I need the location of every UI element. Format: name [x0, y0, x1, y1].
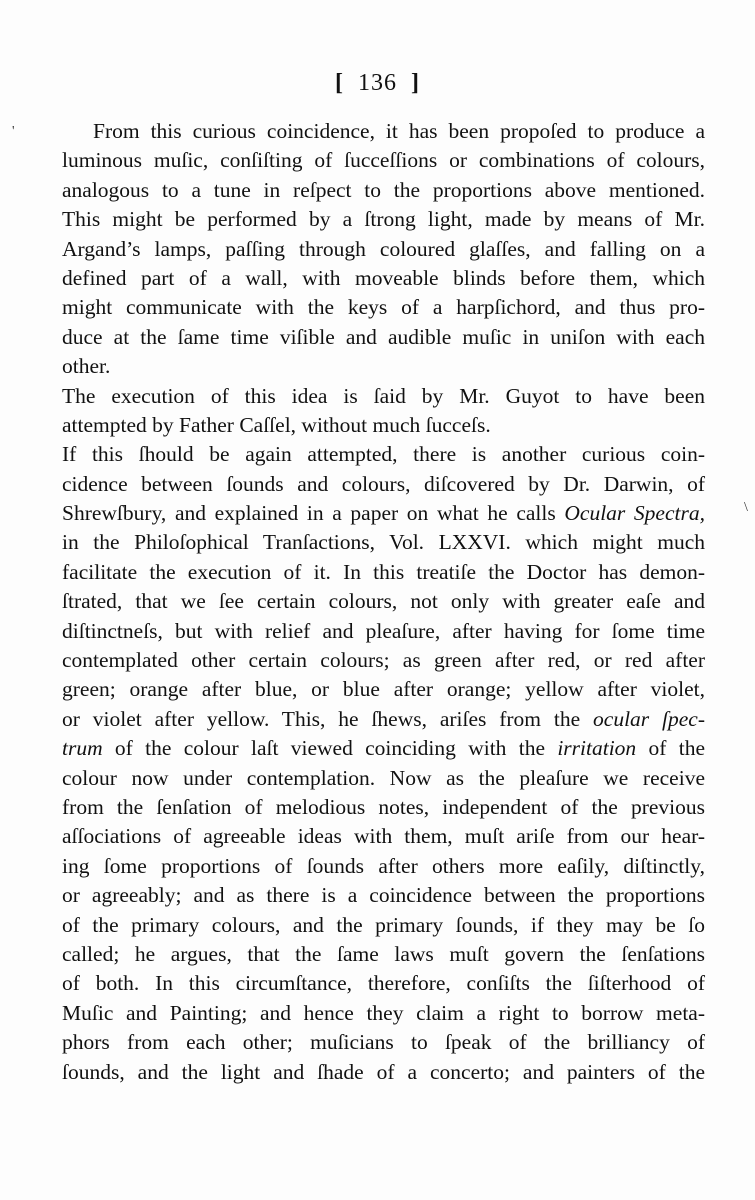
text-line [62, 911, 705, 940]
text-segment: attempted by Father Caſſel, without much ſucceſs. [62, 412, 491, 437]
text-line [62, 852, 705, 881]
text-segment: From this curious coincidence, it has been propoſed to produce a [93, 119, 705, 143]
text-segment: of the colour laſt viewed coinciding with the [102, 736, 558, 761]
italic-text: irritation [557, 736, 637, 761]
text-segment: cidence between ſounds and colours, diſcovered by Dr. Darwin, of [62, 471, 705, 496]
text-segment: colour now under contemplation. Now as the pleaſure we receive [62, 765, 705, 790]
italic-text: Ocular Spectra, [564, 501, 705, 526]
text-line [62, 558, 705, 587]
text-segment: Argand’s lamps, paſſing through coloured glaſſes, and falling on a [62, 236, 705, 261]
text-segment: of the primary colours, and the primary ſounds, if they may be ſo [62, 912, 705, 937]
text-line [62, 411, 705, 440]
text-segment: in the Philoſophical Tranſactions, Vol. LXXVI. which might much [62, 530, 705, 555]
text-line [62, 499, 705, 528]
text-line [62, 999, 705, 1028]
text-line [62, 969, 705, 998]
text-line [62, 1058, 705, 1087]
text-line [62, 675, 705, 704]
text-line [62, 205, 705, 234]
text-segment: of the [636, 736, 705, 761]
text-segment: If this ſhould be again attempted, there is another curious coin- [62, 442, 705, 467]
text-line [62, 235, 705, 264]
text-segment: This might be performed by a ſtrong light, made by means of Mr. [62, 207, 705, 232]
text-segment: Muſic and Painting; and hence they claim a right to borrow meta- [62, 1000, 705, 1025]
text-line [62, 646, 705, 675]
right-bracket: ] [411, 70, 420, 96]
text-line [62, 764, 705, 793]
text-segment: diſtinctneſs, but with relief and pleaſure, after having for ſome time [62, 618, 705, 643]
text-segment: analogous to a tune in reſpect to the proportions above mentioned. [62, 177, 705, 202]
text-line [62, 1028, 705, 1057]
text-line [62, 293, 705, 322]
text-line [62, 528, 705, 557]
text-line [62, 470, 705, 499]
text-segment: ſounds, and the light and ſhade of a concerto; and painters of the [62, 1059, 705, 1084]
text-segment: ſtrated, that we ſee certain colours, not only with greater eaſe and [62, 589, 705, 614]
text-segment: The execution of this idea is ſaid by Mr. Guyot to have been [62, 383, 705, 408]
text-line [62, 176, 705, 205]
text-line [62, 793, 705, 822]
body-text [62, 117, 705, 1087]
text-line [62, 264, 705, 293]
text-segment: called; he argues, that the ſame laws muſt govern the ſenſations [62, 941, 705, 966]
text-segment: aſſociations of agreeable ideas with them, muſt ariſe from our hear- [62, 824, 705, 849]
text-segment: facilitate the execution of it. In this treatiſe the Doctor has demon- [62, 559, 705, 584]
text-segment: luminous muſic, conſiſting of ſucceſſions or combinations of colours, [62, 148, 705, 173]
text-line [62, 705, 705, 734]
text-segment: ing ſome proportions of ſounds after others more eaſily, diſtinctly, [62, 853, 705, 878]
text-line [62, 352, 705, 381]
text-line [62, 881, 705, 910]
text-line [62, 617, 705, 646]
page-number: 136 [358, 70, 397, 96]
text-segment: other. [62, 354, 111, 379]
text-line [62, 323, 705, 352]
text-segment: green; orange after blue, or blue after orange; yellow after violet, [62, 677, 705, 702]
text-line [62, 440, 705, 469]
italic-text: trum [62, 736, 103, 761]
text-segment: contemplated other certain colours; as green after red, or red after [62, 648, 705, 673]
text-line [62, 822, 705, 851]
margin-mark: \ [744, 500, 748, 515]
page-number-header [0, 70, 755, 97]
text-line [62, 146, 705, 175]
text-segment: duce at the ſame time viſible and audible muſic in uniſon with each [62, 324, 705, 349]
text-segment: or violet after yellow. This, he ſhews, ariſes from the [62, 706, 594, 731]
text-segment: might communicate with the keys of a harpſichord, and thus pro- [62, 295, 705, 320]
left-bracket: [ [335, 70, 344, 96]
text-segment: from the ſenſation of melodious notes, independent of the previous [62, 794, 705, 819]
margin-mark: ' [12, 124, 15, 139]
italic-text: ocular ſpec- [593, 706, 705, 731]
text-segment: or agreeably; and as there is a coincidence between the proportions [62, 883, 705, 908]
text-line [62, 734, 705, 763]
text-segment: Shrewſbury, and explained in a paper on what he calls [62, 501, 565, 526]
text-line [62, 940, 705, 969]
text-line [62, 117, 705, 146]
text-line [62, 587, 705, 616]
text-segment: phors from each other; muſicians to ſpeak of the brilliancy of [62, 1030, 705, 1055]
text-line [62, 382, 705, 411]
text-segment: defined part of a wall, with moveable blinds before them, which [62, 265, 705, 290]
text-segment: of both. In this circumſtance, therefore, conſiſts the ſiſterhood of [62, 971, 705, 996]
